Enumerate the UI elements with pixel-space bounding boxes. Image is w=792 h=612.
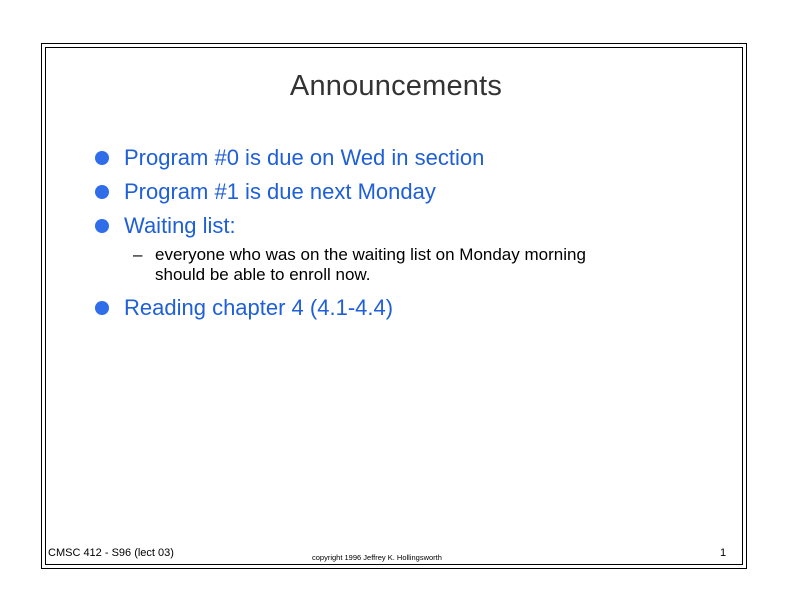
sub-bullet-line: should be able to enroll now. [155, 265, 371, 284]
bullet-text: Program #0 is due on Wed in section [124, 145, 485, 170]
bullet-item [95, 209, 586, 243]
sub-bullet-container [95, 245, 586, 285]
bullet-text: Reading chapter 4 (4.1-4.4) [124, 295, 394, 320]
bullet-dot-icon [95, 151, 109, 165]
sub-bullet-text [155, 245, 586, 285]
footer-course: CMSC 412 - S96 (lect 03) [48, 547, 174, 559]
bullet-text: Waiting list: [124, 213, 236, 238]
bullet-dot-icon [95, 219, 109, 233]
dash-icon: – [133, 245, 143, 264]
bullet-text: Program #1 is due next Monday [124, 179, 436, 204]
bullet-item [95, 291, 586, 325]
sub-bullet-list [95, 245, 586, 285]
page-number: 1 [720, 547, 727, 559]
footer-copyright: copyright 1996 Jeffrey K. Hollingsworth [312, 553, 442, 562]
bullet-dot-icon [95, 301, 109, 315]
slide-title: Announcements [289, 70, 503, 102]
sub-bullet-line: everyone who was on the waiting list on Monday morning [155, 245, 586, 264]
bullet-item [95, 141, 586, 175]
sub-bullet-item [133, 245, 586, 285]
bullet-dot-icon [95, 185, 109, 199]
bullet-list [95, 141, 586, 325]
bullet-item [95, 175, 586, 209]
